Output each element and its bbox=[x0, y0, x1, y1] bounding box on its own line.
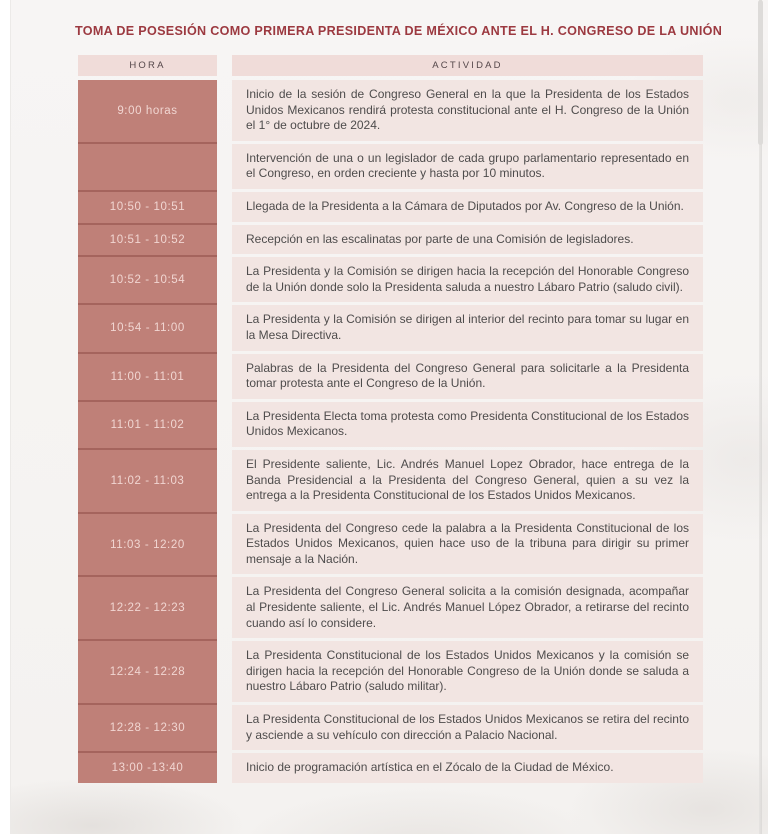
activity-cell bbox=[232, 257, 703, 302]
activity-cell-wrap bbox=[232, 705, 703, 753]
table-row bbox=[78, 705, 703, 753]
activity-cell bbox=[232, 402, 703, 447]
activity-cell bbox=[232, 80, 703, 141]
activity-text: La Presidenta y la Comisión se dirigen hacia la recepción del Honorable Congreso de la Unión donde solo la Presidenta saluda a nuestro Lábaro Patrio (saludo civil). bbox=[246, 264, 689, 294]
table-row bbox=[78, 144, 703, 192]
time-cell: 9:00 horas bbox=[78, 80, 217, 144]
column-header-hora: HORA bbox=[78, 55, 217, 76]
table-header-row bbox=[78, 55, 703, 76]
activity-text: La Presidenta Constitucional de los Estados Unidos Mexicanos se retira del recinto y asciende a su vehículo con dirección a Palacio Nacional. bbox=[246, 712, 689, 742]
time-cell: 10:52 - 10:54 bbox=[78, 257, 217, 305]
time-cell: 12:24 - 12:28 bbox=[78, 641, 217, 705]
activity-cell bbox=[232, 305, 703, 350]
activity-text: Inicio de programación artística en el Zócalo de la Ciudad de México. bbox=[246, 760, 614, 775]
activity-cell bbox=[232, 577, 703, 638]
activity-cell-wrap bbox=[232, 80, 703, 144]
activity-cell bbox=[232, 641, 703, 702]
table-row bbox=[78, 753, 703, 783]
activity-text: Llegada de la Presidenta a la Cámara de Diputados por Av. Congreso de la Unión. bbox=[246, 198, 684, 213]
activity-text: La Presidenta y la Comisión se dirigen al interior del recinto para tomar su lugar en la Mesa Directiva. bbox=[246, 312, 689, 342]
activity-cell bbox=[232, 450, 703, 511]
page-title: TOMA DE POSESIÓN COMO PRIMERA PRESIDENTA DE MÉXICO ANTE EL H. CONGRESO DE LA UNIÓN bbox=[75, 24, 723, 38]
table-row bbox=[78, 402, 703, 450]
activity-cell-wrap bbox=[232, 450, 703, 514]
time-cell: 11:02 - 11:03 bbox=[78, 450, 217, 514]
activity-text: La Presidenta Electa toma protesta como Presidenta Constitucional de los Estados Unidos Mexicanos. bbox=[246, 408, 689, 439]
activity-cell bbox=[232, 225, 703, 255]
left-edge-strip bbox=[0, 0, 11, 834]
activity-text: Recepción en las escalinatas por parte de una Comisión de legisladores. bbox=[246, 231, 634, 246]
activity-cell bbox=[232, 144, 703, 189]
time-cell bbox=[78, 144, 217, 192]
table-row bbox=[78, 641, 703, 705]
time-cell: 10:54 - 11:00 bbox=[78, 305, 217, 353]
activity-text: Inicio de la sesión de Congreso General en la que la Presidenta de los Estados Unidos Mexicanos rendirá protesta constitucional ante el H. Congreso de la Unión el 1° de octubre de 2024. bbox=[246, 87, 689, 133]
time-cell: 12:22 - 12:23 bbox=[78, 577, 217, 641]
column-header-actividad: ACTIVIDAD bbox=[232, 55, 703, 76]
activity-text: La Presidenta del Congreso General solicita a la comisión designada, acompañar al Presidente saliente, el Lic. Andrés Manuel López Obrador, a retirarse del recinto cuando así lo considere. bbox=[246, 584, 689, 630]
activity-text: Intervención de una o un legislador de cada grupo parlamentario representado en el Congreso, en orden creciente y hasta por 10 minutos. bbox=[246, 150, 689, 181]
activity-cell-wrap bbox=[232, 257, 703, 305]
activity-cell-wrap bbox=[232, 225, 703, 258]
activity-cell bbox=[232, 514, 703, 575]
table-row bbox=[78, 305, 703, 353]
activity-cell-wrap bbox=[232, 577, 703, 641]
activity-cell-wrap bbox=[232, 305, 703, 353]
activity-cell-wrap bbox=[232, 753, 703, 783]
time-cell: 11:00 - 11:01 bbox=[78, 354, 217, 402]
table-row bbox=[78, 577, 703, 641]
activity-cell bbox=[232, 705, 703, 750]
activity-cell-wrap bbox=[232, 514, 703, 578]
time-cell: 10:51 - 10:52 bbox=[78, 225, 217, 258]
table-row bbox=[78, 192, 703, 225]
time-cell: 11:03 - 12:20 bbox=[78, 514, 217, 578]
table-row bbox=[78, 225, 703, 258]
schedule-table bbox=[78, 55, 703, 783]
scrollbar-thumb[interactable] bbox=[758, 0, 763, 145]
activity-cell bbox=[232, 192, 703, 222]
table-row bbox=[78, 80, 703, 144]
activity-cell-wrap bbox=[232, 402, 703, 450]
time-cell: 13:00 -13:40 bbox=[78, 753, 217, 783]
activity-cell-wrap bbox=[232, 144, 703, 192]
table-body bbox=[78, 80, 703, 783]
activity-cell-wrap bbox=[232, 641, 703, 705]
activity-text: La Presidenta del Congreso cede la palabra a la Presidenta Constitucional de los Estados Unidos Mexicanos, quien hace uso de la tribuna para dirigir su primer mensaje a la Nación. bbox=[246, 520, 689, 566]
activity-cell-wrap bbox=[232, 354, 703, 402]
activity-text: Palabras de la Presidenta del Congreso General para solicitarle a la Presidenta tomar protesta ante el Congreso de la Unión. bbox=[246, 360, 689, 391]
activity-cell-wrap bbox=[232, 192, 703, 225]
activity-text: El Presidente saliente, Lic. Andrés Manuel Lopez Obrador, hace entrega de la Banda Presidencial a la Presidenta del Congreso General, quien a su vez la entrega a la Presidenta Constitucional de los Estados Unidos Mexicanos. bbox=[246, 456, 689, 503]
time-cell: 12:28 - 12:30 bbox=[78, 705, 217, 753]
time-cell: 10:50 - 10:51 bbox=[78, 192, 217, 225]
activity-text: La Presidenta Constitucional de los Estados Unidos Mexicanos y la comisión se dirigen hacia la recepción del Honorable Congreso de la Unión donde se saluda a nuestro Lábaro Patrio (saludo militar). bbox=[246, 648, 689, 694]
table-row bbox=[78, 257, 703, 305]
time-cell: 11:01 - 11:02 bbox=[78, 402, 217, 450]
activity-cell bbox=[232, 354, 703, 399]
activity-cell bbox=[232, 753, 703, 783]
table-row bbox=[78, 514, 703, 578]
table-row bbox=[78, 354, 703, 402]
table-row bbox=[78, 450, 703, 514]
